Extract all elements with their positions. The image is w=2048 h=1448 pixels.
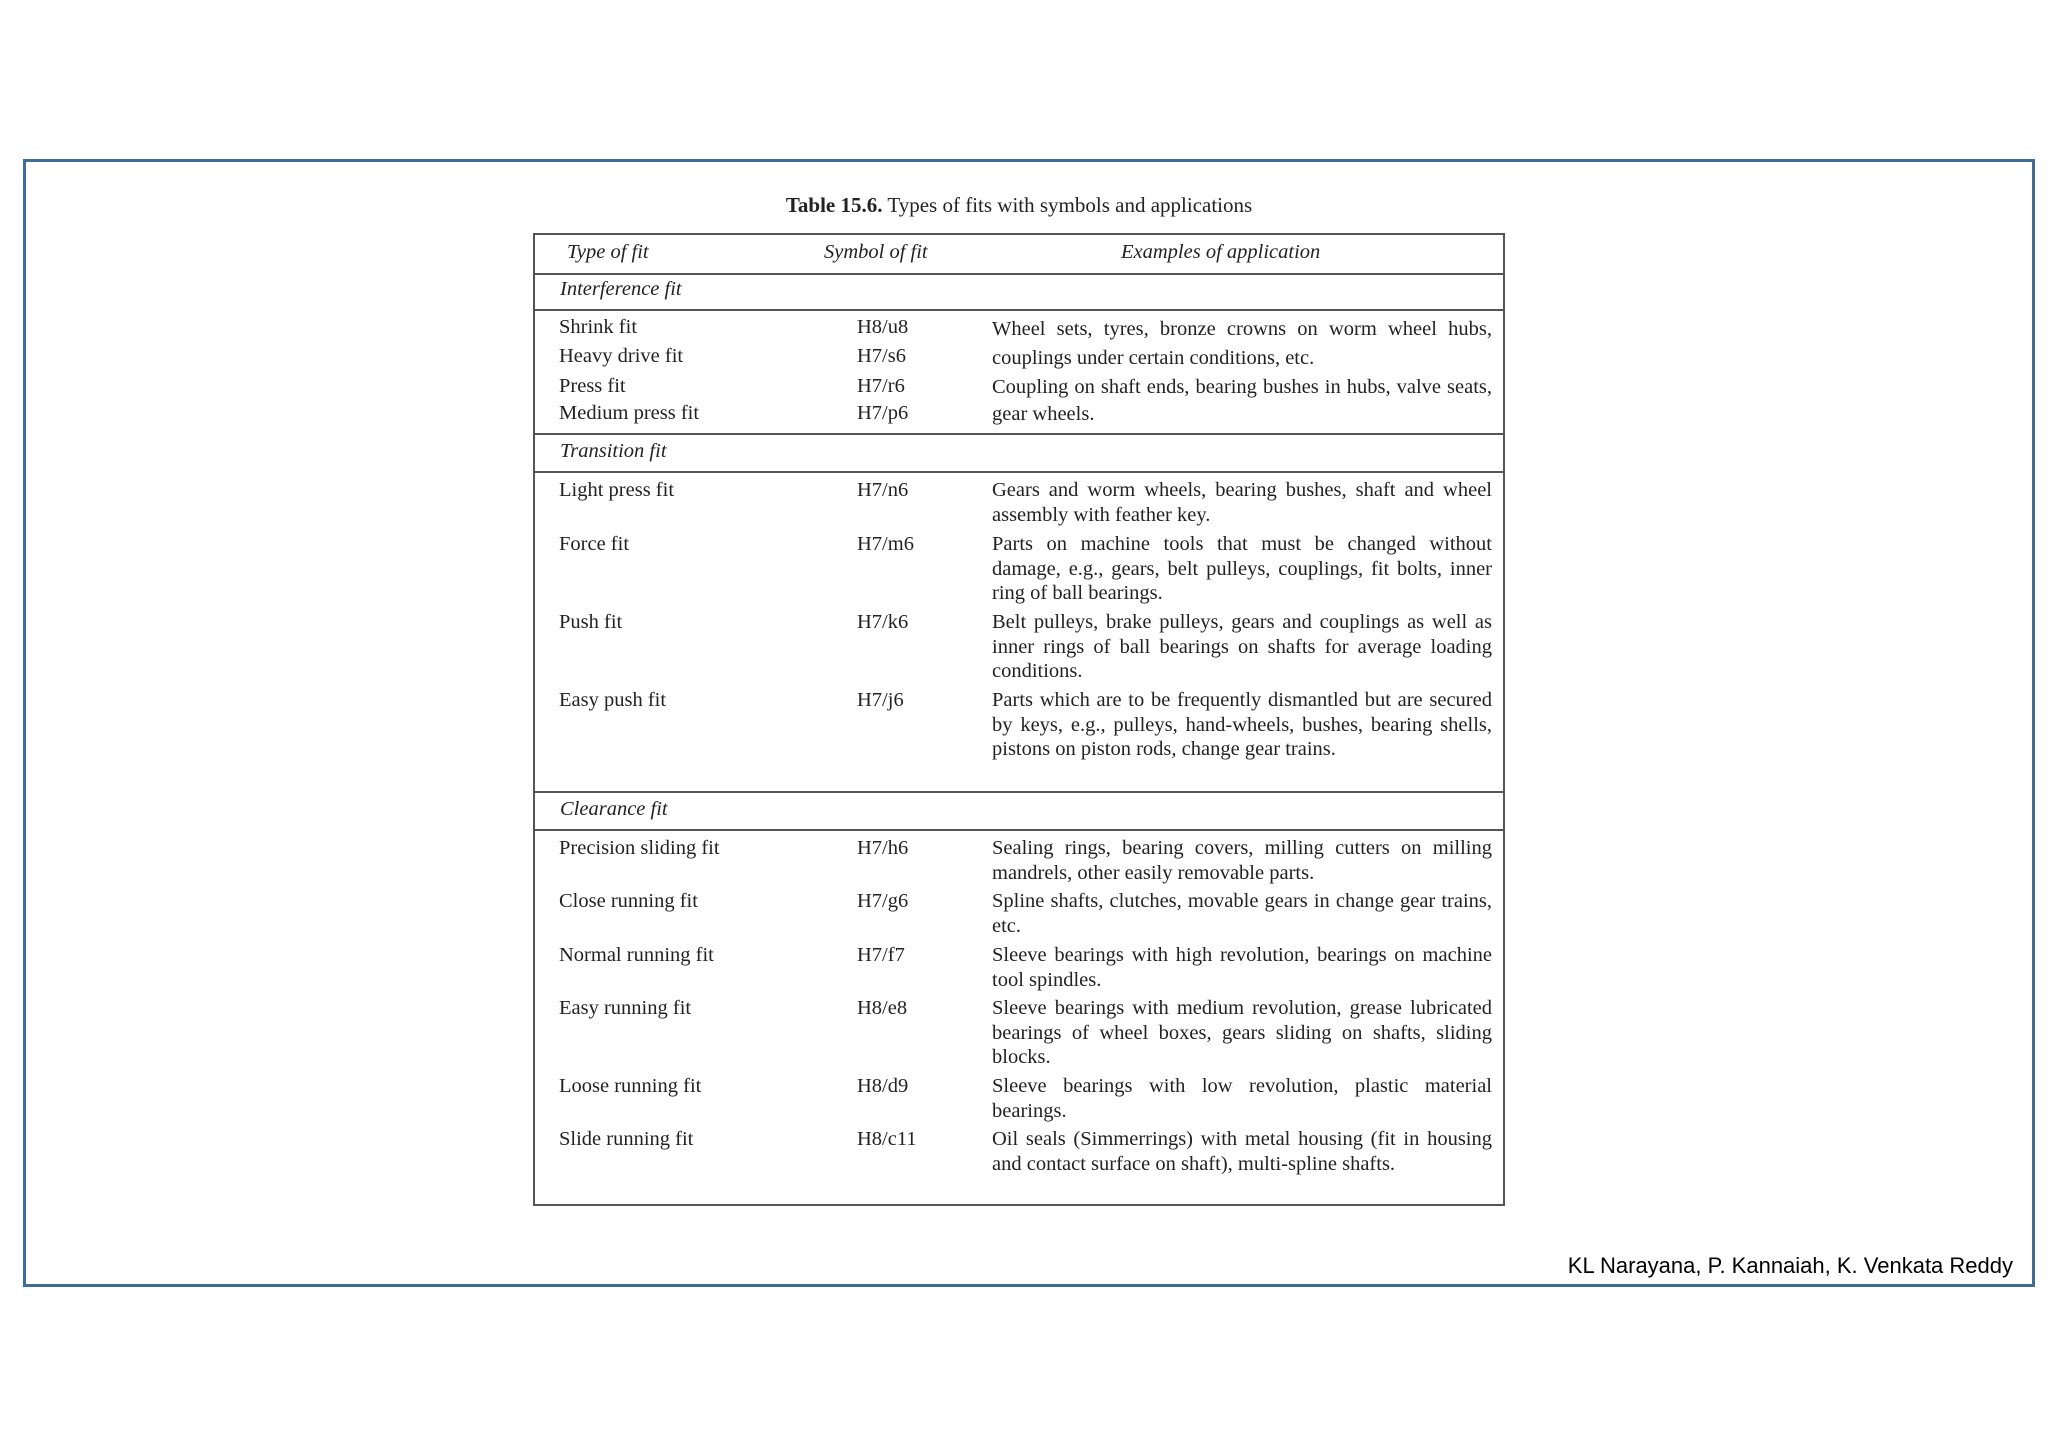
section-clearance — [535, 791, 1503, 831]
fit-type: Shrink fit — [559, 316, 638, 338]
header-type: Type of fit — [567, 241, 649, 263]
fit-example: Parts on machine tools that must be changed without damage, e.g., gears, belt pulleys, couplings, fit bolts, inner ring of ball bearings. — [992, 533, 1492, 604]
section-label: Transition fit — [560, 440, 667, 462]
fit-example: Parts which are to be frequently dismantled but are secured by keys, e.g., pulleys, hand-wheels, bushes, bearing shells, pistons on piston rods, change gear trains. — [992, 689, 1492, 760]
author-credit: KL Narayana, P. Kannaiah, K. Venkata Reddy — [1567, 1253, 2013, 1278]
header-examples: Examples of application — [1121, 241, 1321, 263]
fit-symbol: H8/d9 — [857, 1075, 909, 1097]
fit-symbol: H7/s6 — [857, 345, 906, 367]
fit-symbol: H8/u8 — [857, 316, 909, 338]
fit-example: Wheel sets, tyres, bronze crowns on worm wheel hubs, couplings under certain conditions, etc. — [992, 318, 1492, 369]
fit-type: Press fit — [559, 375, 626, 397]
fit-example: Oil seals (Simmerrings) with metal housing (fit in housing and contact surface on shaft), multi-spline shafts. — [992, 1128, 1492, 1175]
fit-example: Sleeve bearings with low revolution, plastic material bearings. — [992, 1075, 1492, 1122]
fit-symbol: H7/j6 — [857, 689, 904, 711]
fit-example: Sleeve bearings with high revolution, bearings on machine tool spindles. — [992, 944, 1492, 991]
table-caption — [533, 193, 1505, 218]
fit-symbol: H8/c11 — [857, 1128, 917, 1150]
fit-type: Medium press fit — [559, 402, 700, 424]
fit-symbol: H7/h6 — [857, 837, 909, 859]
fit-type: Precision sliding fit — [559, 837, 720, 859]
fit-type: Easy running fit — [559, 997, 692, 1019]
fit-type: Force fit — [559, 533, 630, 555]
section-label: Clearance fit — [560, 798, 668, 820]
section-transition — [535, 433, 1503, 473]
fit-type: Push fit — [559, 611, 623, 633]
fit-type: Light press fit — [559, 479, 675, 501]
fit-type: Loose running fit — [559, 1075, 702, 1097]
header-symbol: Symbol of fit — [824, 241, 928, 263]
fit-symbol: H7/p6 — [857, 402, 909, 424]
fit-example: Coupling on shaft ends, bearing bushes in hubs, valve seats, gear wheels. — [992, 376, 1492, 425]
fit-symbol: H7/k6 — [857, 611, 909, 633]
section-label: Interference fit — [560, 278, 682, 300]
fit-type: Easy push fit — [559, 689, 667, 711]
fit-symbol: H7/f7 — [857, 944, 905, 966]
fit-symbol: H8/e8 — [857, 997, 908, 1019]
table-title: Types of fits with symbols and applications — [887, 193, 1253, 217]
fits-table — [533, 233, 1505, 1206]
fit-symbol: H7/m6 — [857, 533, 914, 555]
fit-type: Normal running fit — [559, 944, 714, 966]
fit-type: Heavy drive fit — [559, 345, 684, 367]
fit-symbol: H7/g6 — [857, 890, 909, 912]
table-header — [535, 235, 1503, 275]
fit-symbol: H7/n6 — [857, 479, 909, 501]
fit-example: Sealing rings, bearing covers, milling cutters on milling mandrels, other easily removable parts. — [992, 837, 1492, 884]
fit-symbol: H7/r6 — [857, 375, 905, 397]
fit-type: Close running fit — [559, 890, 698, 912]
fit-example: Belt pulleys, brake pulleys, gears and couplings as well as inner rings of ball bearings on shafts for average loading conditions. — [992, 611, 1492, 682]
table-number: Table 15.6. — [785, 193, 883, 217]
fit-type: Slide running fit — [559, 1128, 694, 1150]
fit-example: Sleeve bearings with medium revolution, grease lubricated bearings of wheel boxes, gears sliding on shafts, sliding blocks. — [992, 997, 1492, 1068]
section-interference — [535, 273, 1503, 311]
fit-example: Spline shafts, clutches, movable gears in change gear trains, etc. — [992, 890, 1492, 937]
fit-example: Gears and worm wheels, bearing bushes, shaft and wheel assembly with feather key. — [992, 479, 1492, 526]
